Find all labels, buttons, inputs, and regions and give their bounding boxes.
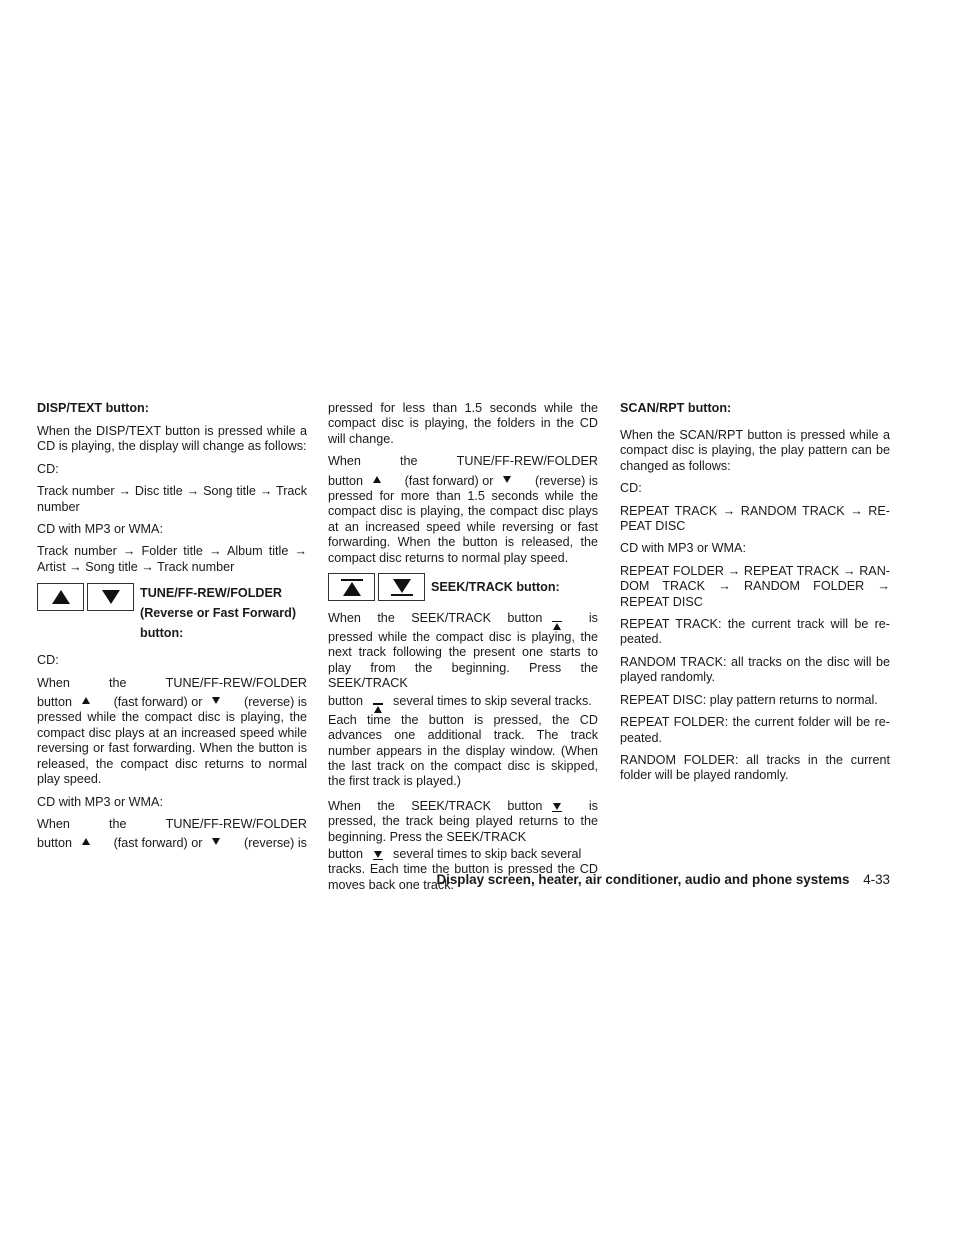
cd-label: CD: xyxy=(620,481,642,496)
tune-heading xyxy=(140,583,296,643)
seek2-rest: tracks. Each time the button is pressed the CD moves back one track. xyxy=(328,862,598,892)
seek1-button-line xyxy=(328,694,598,713)
word: TUNE/FF-REW/FOLDER xyxy=(456,454,598,469)
mp3-label: CD with MP3 or WMA: xyxy=(620,541,746,556)
word: the xyxy=(377,611,395,626)
section-title: Display screen, heater, air conditioner, audio and phone systems xyxy=(436,872,850,887)
word: button xyxy=(507,611,543,626)
mp3-label-2: CD with MP3 or WMA: xyxy=(37,794,163,809)
seek1-rest: Each time the button is pressed, the CD advances one additional track. The track number appears in the display window. (When the last track on the compact disc is skipped, the first track is played.) xyxy=(328,712,598,789)
word: When xyxy=(328,454,361,469)
tune-heading-line3: button: xyxy=(140,626,184,641)
seek-heading: SEEK/TRACK button: xyxy=(431,580,560,595)
word: button xyxy=(328,846,364,861)
word: (reverse) is xyxy=(535,473,598,488)
seek2-middle: pressed, the track being played returns to the beginning. Press the SEEK/TRACK xyxy=(328,814,598,844)
word: (reverse) is xyxy=(244,836,307,851)
cd-label: CD: xyxy=(37,461,59,476)
tune2-when-line xyxy=(37,817,307,832)
folder-paragraph: pressed for less than 1.5 seconds while the compact disc is playing, the folders in the CD will change. xyxy=(328,401,598,446)
word: button xyxy=(328,473,364,488)
tune-button-icons xyxy=(37,583,134,611)
mp3-display-sequence: Track number → Folder title → Album title → Artist → Song title → Track number xyxy=(37,544,307,574)
seek-previous-icon xyxy=(552,803,562,813)
word: When xyxy=(328,611,361,626)
word: is xyxy=(588,798,598,813)
tune-button-line xyxy=(37,695,307,710)
up-arrow-icon xyxy=(82,697,90,704)
disp-text-heading: DISP/TEXT button: xyxy=(37,401,149,415)
word: (fast forward) or xyxy=(404,473,494,488)
repeat-track-desc: REPEAT TRACK: the current track will be re-peated. xyxy=(620,617,890,647)
word: the xyxy=(377,798,395,813)
seek-previous-icon xyxy=(378,573,425,601)
column-left xyxy=(37,401,307,852)
page-number: 4-33 xyxy=(863,872,890,887)
seek1-middle: pressed while the compact disc is playing, the next track following the present one starts to play from the beginning. Press the SEEK/TRACK xyxy=(328,630,598,691)
seek-next-icon xyxy=(373,703,383,713)
repeat-folder-desc: REPEAT FOLDER: the current folder will be re-peated. xyxy=(620,715,890,745)
column-right xyxy=(620,401,890,791)
tune-heading-line2: (Reverse or Fast Forward) xyxy=(140,606,297,621)
button-line xyxy=(328,474,598,489)
word: When xyxy=(37,816,70,831)
column-middle xyxy=(328,401,598,900)
up-arrow-icon xyxy=(373,476,381,483)
word: several times to skip back several xyxy=(393,846,582,861)
word: When xyxy=(328,798,361,813)
word: button xyxy=(507,798,543,813)
word: (fast forward) or xyxy=(113,695,203,710)
disp-text-paragraph: When the DISP/TEXT button is pressed while a CD is playing, the display will change as follows: xyxy=(37,424,307,454)
seek-previous-icon xyxy=(373,851,383,861)
word: button xyxy=(328,693,364,708)
cd-display-sequence: Track number → Disc title → Song title → Track number xyxy=(37,484,307,514)
cd-play-sequence: REPEAT TRACK → RANDOM TRACK → RE-PEAT DISC xyxy=(620,503,890,534)
word: TUNE/FF-REW/FOLDER xyxy=(165,816,307,831)
word: button xyxy=(37,836,73,851)
seek-next-icon xyxy=(552,621,562,631)
word: the xyxy=(109,816,127,831)
down-arrow-icon xyxy=(212,838,220,845)
tune-heading-line1: TUNE/FF-REW/FOLDER xyxy=(140,586,283,601)
random-track-desc: RANDOM TRACK: all tracks on the disc will be played randomly. xyxy=(620,654,890,685)
tune2-button-line xyxy=(37,836,307,851)
word: the xyxy=(109,675,127,690)
cd-label-2: CD: xyxy=(37,653,59,668)
tune-when-line xyxy=(37,676,307,691)
word: several times to skip several tracks. xyxy=(393,693,592,708)
seek2-button-line xyxy=(328,847,598,862)
random-folder-desc: RANDOM FOLDER: all tracks in the current folder will be played randomly. xyxy=(620,752,890,783)
page-footer xyxy=(436,872,890,887)
scan-rpt-heading: SCAN/RPT button: xyxy=(620,401,732,415)
word: SEEK/TRACK xyxy=(411,798,492,813)
tune-down-icon xyxy=(87,583,134,611)
seek2-first-line xyxy=(328,799,598,814)
down-arrow-icon xyxy=(503,476,511,483)
fast-forward-paragraph: pressed for more than 1.5 seconds while the compact disc is playing, the compact disc plays at an increased speed while reversing or fast forwarding. When the button is released, the compact disc returns to normal play speed. xyxy=(328,489,598,565)
word: SEEK/TRACK xyxy=(411,611,492,626)
word: When xyxy=(37,675,70,690)
word: button xyxy=(37,695,73,710)
mp3-play-sequence: REPEAT FOLDER → REPEAT TRACK → RAN-DOM TRACK → RANDOM FOLDER → REPEAT DISC xyxy=(620,563,890,609)
seek-next-icon xyxy=(328,573,375,601)
word: TUNE/FF-REW/FOLDER xyxy=(165,675,307,690)
tune-up-icon xyxy=(37,583,84,611)
scan-paragraph: When the SCAN/RPT button is pressed while a compact disc is playing, the play pattern can be changed as follows: xyxy=(620,428,890,473)
repeat-disc-desc: REPEAT DISC: play pattern returns to normal. xyxy=(620,692,878,707)
tune-heading-row xyxy=(37,583,307,643)
up-arrow-icon xyxy=(82,838,90,845)
word: is xyxy=(588,611,598,626)
seek1-first-line xyxy=(328,611,598,630)
word: (reverse) is xyxy=(244,695,307,710)
tune-paragraph: pressed while the compact disc is playing, the compact disc plays at an increased speed while reversing or fast forwarding. When the button is released, the compact disc returns to normal play speed. xyxy=(37,710,307,787)
seek-heading-row xyxy=(328,573,598,601)
down-arrow-icon xyxy=(212,697,220,704)
seek-button-icons xyxy=(328,573,425,601)
word: the xyxy=(400,454,418,469)
mp3-label: CD with MP3 or WMA: xyxy=(37,522,163,537)
word: (fast forward) or xyxy=(113,836,203,851)
when-line xyxy=(328,454,598,469)
